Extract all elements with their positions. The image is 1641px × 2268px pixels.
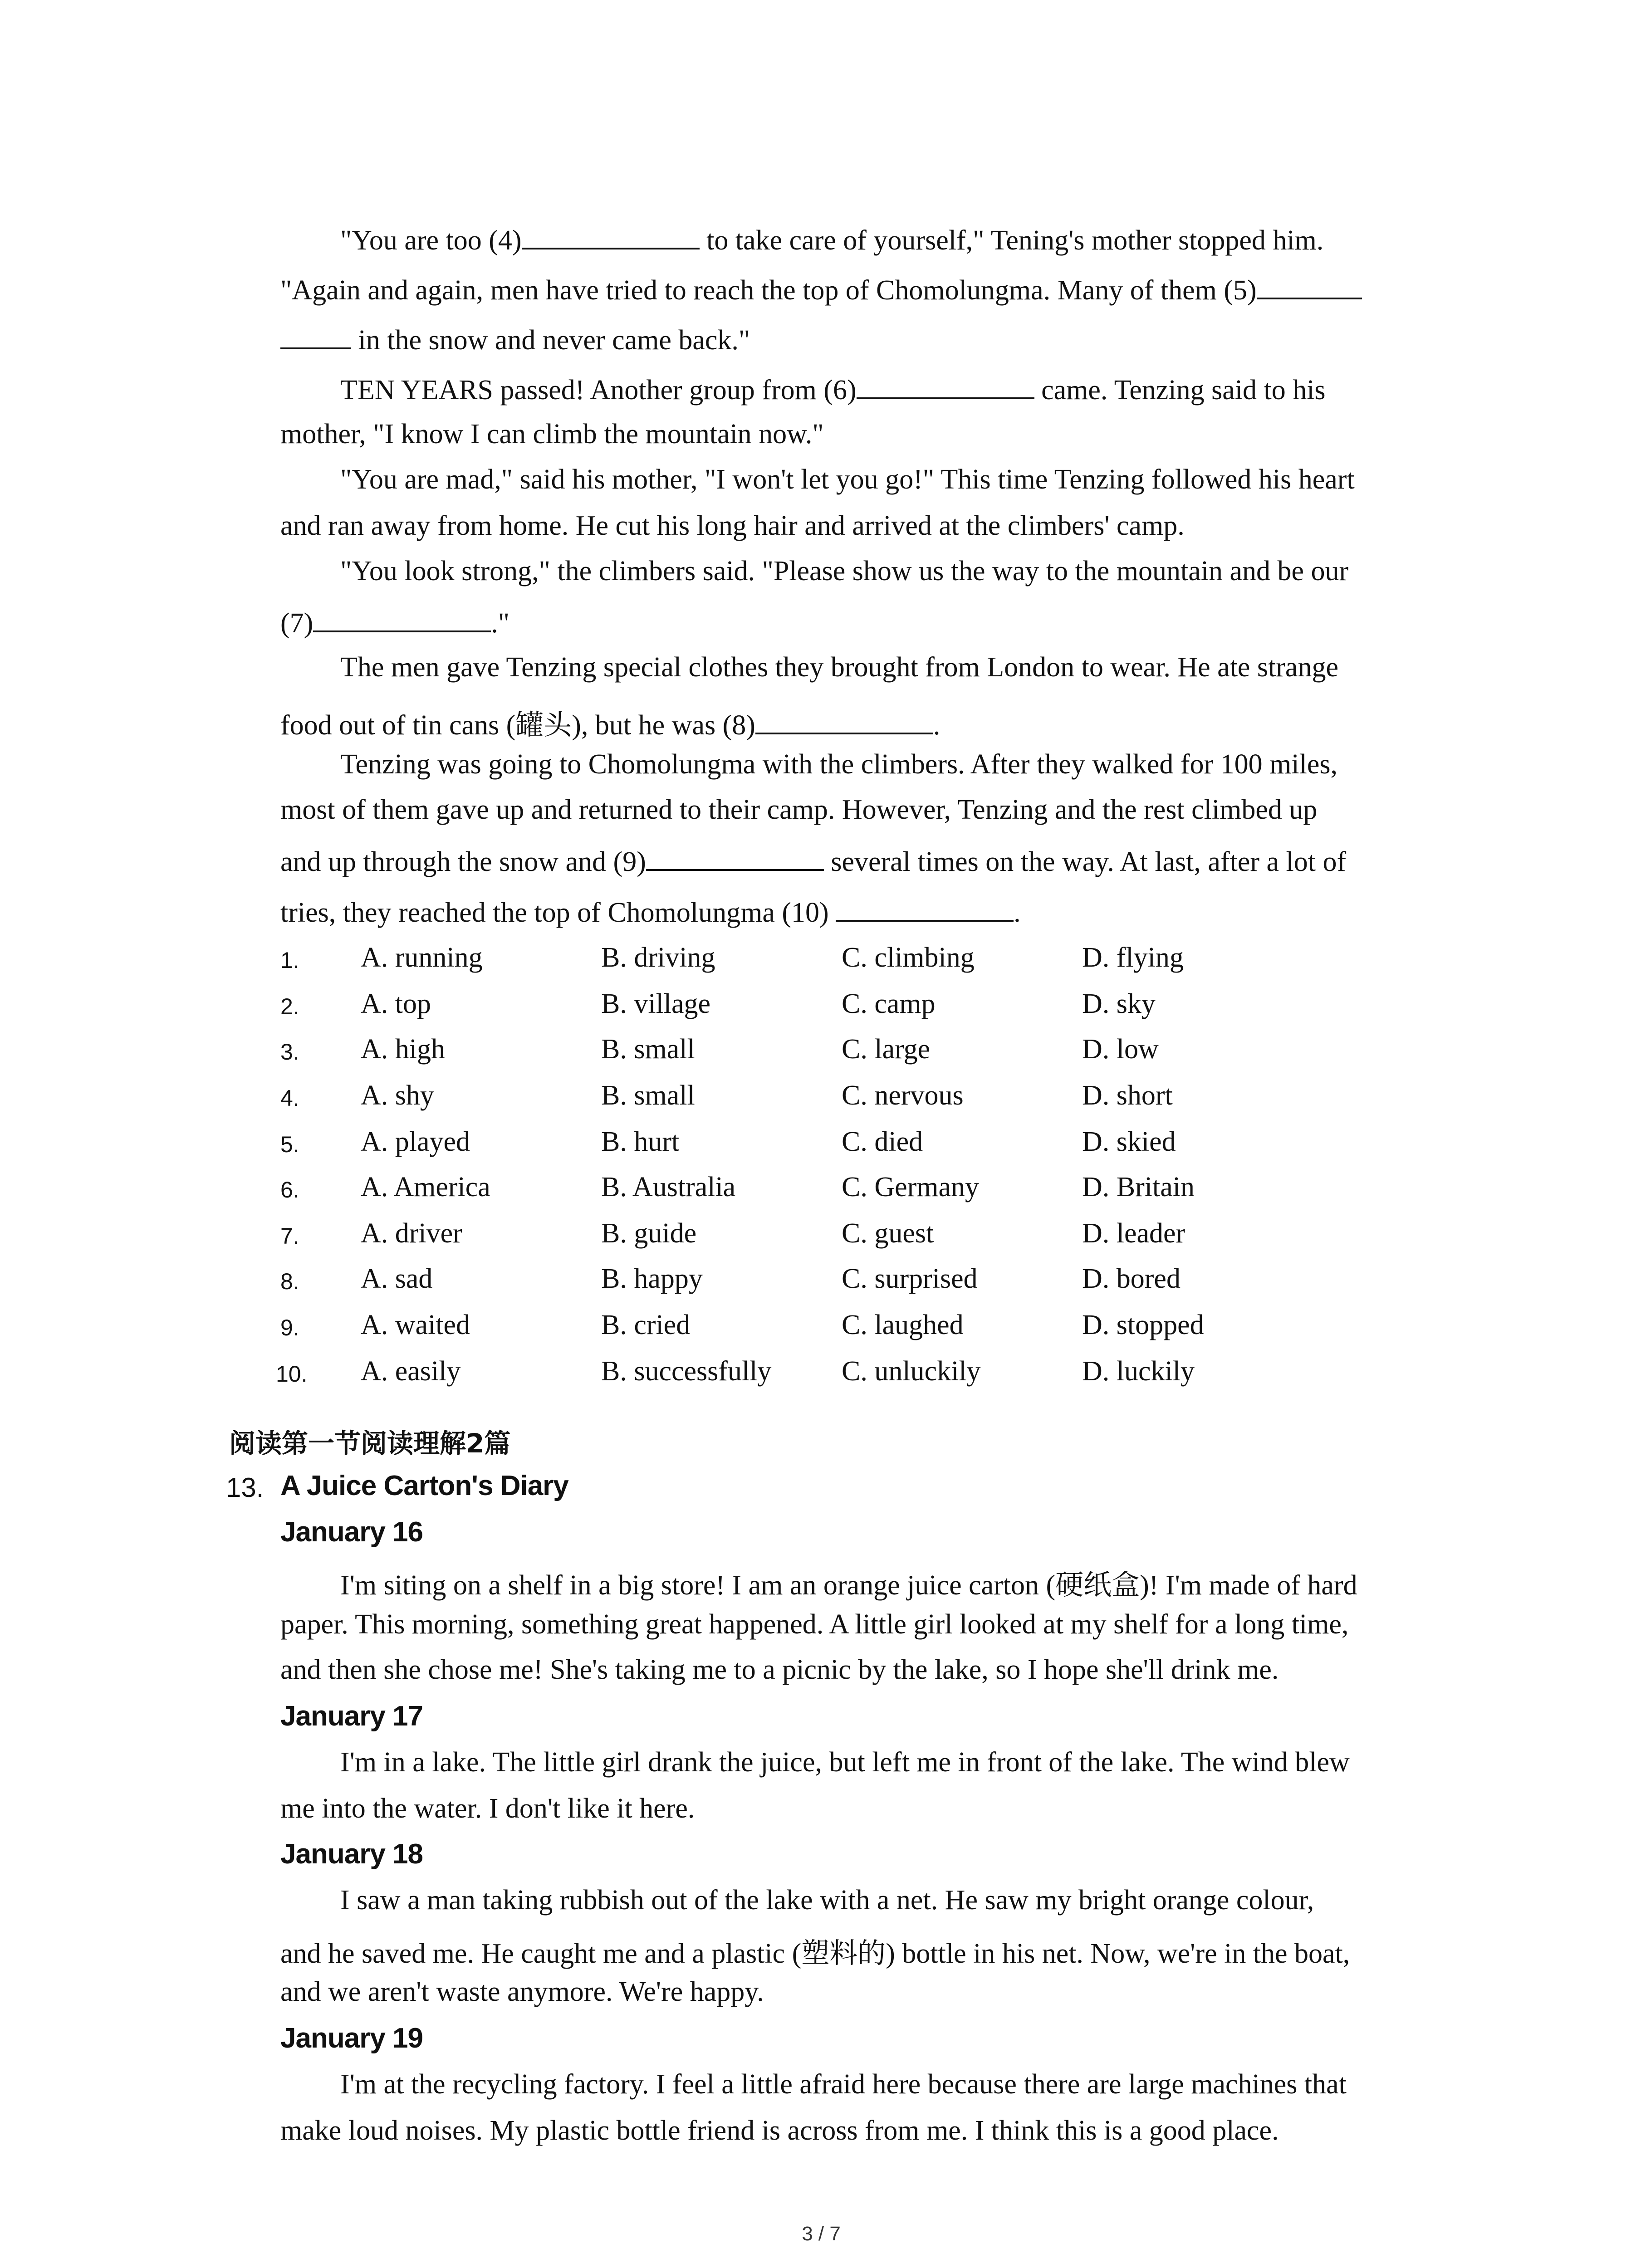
option-a: A. shy bbox=[361, 1080, 434, 1111]
option-number: 8. bbox=[280, 1269, 299, 1294]
story-line: The men gave Tenzing special clothes they brought from London to wear. He ate strange bbox=[340, 652, 1338, 683]
option-c: C. died bbox=[842, 1126, 923, 1157]
answer-blank-5 bbox=[1257, 272, 1362, 299]
option-b: B. village bbox=[601, 988, 711, 1019]
option-d: D. flying bbox=[1082, 942, 1184, 973]
option-b: B. happy bbox=[601, 1263, 703, 1294]
option-b: B. small bbox=[601, 1080, 695, 1111]
option-a: A. sad bbox=[361, 1263, 433, 1294]
option-d: D. stopped bbox=[1082, 1310, 1204, 1340]
diary-line: me into the water. I don't like it here. bbox=[280, 1793, 695, 1824]
diary-line: I'm at the recycling factory. I feel a little afraid here because there are large machines that bbox=[340, 2069, 1347, 2100]
story-line: tries, they reached the top of Chomolungma (10) . bbox=[280, 894, 1021, 929]
option-b: B. driving bbox=[601, 942, 715, 973]
option-c: C. camp bbox=[842, 988, 936, 1019]
diary-line: and then she chose me! She's taking me to a picnic by the lake, so I hope she'll drink me. bbox=[280, 1654, 1279, 1685]
question-number: 13. bbox=[226, 1472, 264, 1503]
diary-line: I'm in a lake. The little girl drank the juice, but left me in front of the lake. The wind blew bbox=[340, 1747, 1350, 1778]
option-b: B. successfully bbox=[601, 1356, 772, 1387]
answer-blank-6 bbox=[857, 372, 1034, 399]
diary-date: January 18 bbox=[280, 1838, 423, 1870]
option-number: 5. bbox=[280, 1132, 299, 1157]
passage-title: A Juice Carton's Diary bbox=[280, 1470, 568, 1501]
option-number: 9. bbox=[280, 1315, 299, 1340]
option-a: A. driver bbox=[361, 1218, 462, 1249]
story-line: (7) ." bbox=[280, 605, 509, 640]
option-a: A. easily bbox=[361, 1356, 461, 1387]
diary-line: and he saved me. He caught me and a plastic (塑料的) bottle in his net. Now, we're in the boat, bbox=[280, 1938, 1350, 1969]
option-number: 10. bbox=[276, 1361, 308, 1387]
option-c: C. guest bbox=[842, 1218, 934, 1249]
story-line: in the snow and never came back." bbox=[280, 322, 750, 357]
option-a: A. top bbox=[361, 988, 431, 1019]
section-title: 阅读第一节阅读理解2篇 bbox=[229, 1428, 511, 1459]
diary-line: and we aren't waste anymore. We're happy. bbox=[280, 1976, 764, 2007]
option-number: 4. bbox=[280, 1085, 299, 1111]
story-line: "Again and again, men have tried to reach the top of Chomolungma. Many of them (5) bbox=[280, 272, 1362, 307]
option-number: 1. bbox=[280, 948, 299, 973]
page-number: 3 / 7 bbox=[802, 2223, 841, 2245]
option-c: C. large bbox=[842, 1034, 931, 1065]
story-line: and ran away from home. He cut his long hair and arrived at the climbers' camp. bbox=[280, 510, 1185, 541]
story-line: "You look strong," the climbers said. "Please show us the way to the mountain and be our bbox=[340, 556, 1349, 587]
diary-date: January 16 bbox=[280, 1516, 423, 1548]
option-a: A. America bbox=[361, 1172, 490, 1202]
option-d: D. skied bbox=[1082, 1126, 1176, 1157]
option-d: D. sky bbox=[1082, 988, 1156, 1019]
option-c: C. nervous bbox=[842, 1080, 964, 1111]
diary-date: January 17 bbox=[280, 1701, 423, 1732]
option-c: C. Germany bbox=[842, 1172, 980, 1202]
diary-line: paper. This morning, something great happened. A little girl looked at my shelf for a long time, bbox=[280, 1609, 1349, 1640]
option-number: 7. bbox=[280, 1223, 299, 1249]
story-line: most of them gave up and returned to their camp. However, Tenzing and the rest climbed up bbox=[280, 794, 1318, 825]
story-line: food out of tin cans (罐头), but he was (8) . bbox=[280, 702, 940, 743]
story-line: mother, "I know I can climb the mountain now." bbox=[280, 419, 824, 450]
diary-date: January 19 bbox=[280, 2023, 423, 2054]
option-b: B. hurt bbox=[601, 1126, 680, 1157]
answer-blank-5-cont bbox=[280, 322, 351, 349]
option-d: D. low bbox=[1082, 1034, 1159, 1065]
option-a: A. running bbox=[361, 942, 483, 973]
answer-blank-9 bbox=[646, 844, 824, 871]
answer-blank-8 bbox=[755, 707, 933, 734]
answer-blank-4 bbox=[522, 222, 700, 249]
story-line: Tenzing was going to Chomolungma with the climbers. After they walked for 100 miles, bbox=[340, 749, 1337, 780]
answer-blank-7 bbox=[313, 605, 491, 632]
option-d: D. luckily bbox=[1082, 1356, 1195, 1387]
option-d: D. Britain bbox=[1082, 1172, 1195, 1202]
option-c: C. unluckily bbox=[842, 1356, 981, 1387]
option-c: C. climbing bbox=[842, 942, 975, 973]
option-b: B. small bbox=[601, 1034, 695, 1065]
diary-line: I'm siting on a shelf in a big store! I am an orange juice carton (硬纸盒)! I'm made of hard bbox=[340, 1570, 1357, 1601]
option-b: B. Australia bbox=[601, 1172, 736, 1202]
option-d: D. leader bbox=[1082, 1218, 1185, 1249]
option-a: A. waited bbox=[361, 1310, 470, 1340]
option-d: D. short bbox=[1082, 1080, 1173, 1111]
option-a: A. played bbox=[361, 1126, 470, 1157]
story-line: TEN YEARS passed! Another group from (6) came. Tenzing said to his bbox=[340, 372, 1326, 406]
diary-line: make loud noises. My plastic bottle friend is across from me. I think this is a good place. bbox=[280, 2115, 1279, 2146]
option-a: A. high bbox=[361, 1034, 445, 1065]
option-c: C. surprised bbox=[842, 1263, 978, 1294]
option-b: B. cried bbox=[601, 1310, 691, 1340]
option-number: 3. bbox=[280, 1039, 299, 1065]
option-d: D. bored bbox=[1082, 1263, 1181, 1294]
story-line: and up through the snow and (9) several times on the way. At last, after a lot of bbox=[280, 844, 1346, 878]
answer-blank-10 bbox=[836, 894, 1014, 922]
option-b: B. guide bbox=[601, 1218, 697, 1249]
story-line: "You are too (4) to take care of yourself," Tening's mother stopped him. bbox=[340, 222, 1323, 257]
story-line: "You are mad," said his mother, "I won't let you go!" This time Tenzing followed his heart bbox=[340, 464, 1355, 495]
option-c: C. laughed bbox=[842, 1310, 964, 1340]
option-number: 6. bbox=[280, 1177, 299, 1202]
option-number: 2. bbox=[280, 994, 299, 1019]
diary-line: I saw a man taking rubbish out of the lake with a net. He saw my bright orange colour, bbox=[340, 1885, 1314, 1916]
